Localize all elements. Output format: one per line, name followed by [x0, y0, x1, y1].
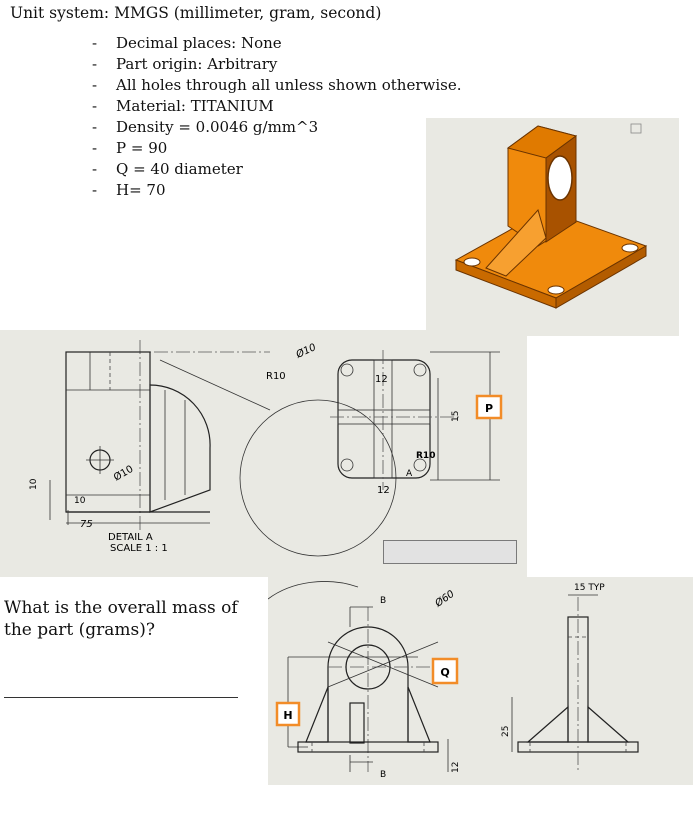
- label-b-top: B: [380, 596, 387, 606]
- dim-r10-right: R10: [416, 451, 436, 461]
- dim-15-typ: 15 TYP: [574, 583, 605, 593]
- label-b-bottom: B: [380, 770, 387, 780]
- label-h: H: [283, 709, 293, 722]
- dim-dia10-detail: Ø10: [112, 463, 136, 484]
- dim-10-vertical: 10: [29, 478, 39, 490]
- dim-10-horizontal: 10: [74, 496, 86, 506]
- dim-12-top: 12: [375, 374, 388, 385]
- drawing-bottom: [268, 577, 693, 785]
- spec-h: - H= 70: [92, 180, 461, 201]
- dim-75: 75: [80, 519, 93, 530]
- question-text: What is the overall mass of the part (grams)?: [4, 598, 238, 640]
- label-p: P: [484, 402, 494, 415]
- spec-density: - Density = 0.0046 g/mm^3: [92, 117, 461, 138]
- view-icon: [631, 124, 641, 133]
- detail-scale: SCALE 1 : 1: [110, 543, 168, 554]
- page-title: Unit system: MMGS (millimeter, gram, second): [10, 4, 382, 22]
- spec-holes: - All holes through all unless shown otherwise.: [92, 75, 461, 96]
- spec-decimal-places: - Decimal places: None: [92, 33, 461, 54]
- dim-dia60: Ø60: [433, 588, 457, 610]
- drawing-bottom-panel: [268, 577, 693, 785]
- dim-25: 25: [501, 725, 511, 737]
- spec-q: - Q = 40 diameter: [92, 159, 461, 180]
- label-a: A: [406, 469, 413, 479]
- answer-line[interactable]: [4, 697, 238, 698]
- dim-12-bottom: 12: [377, 485, 390, 496]
- detail-title: DETAIL A: [108, 532, 153, 543]
- isometric-view: [426, 118, 679, 336]
- label-q: Q: [440, 666, 450, 679]
- spec-material: - Material: TITANIUM: [92, 96, 461, 117]
- dim-r10-left: R10: [266, 371, 286, 382]
- spec-list: [92, 33, 461, 201]
- spec-part-origin: - Part origin: Arbitrary: [92, 54, 461, 75]
- dim-dia10-top: Ø10: [294, 342, 318, 361]
- spec-p: - P = 90: [92, 138, 461, 159]
- answer-field-box[interactable]: [383, 540, 517, 564]
- dim-12: 12: [451, 761, 461, 773]
- isometric-part-image: [426, 118, 679, 336]
- dim-15: 15: [451, 410, 461, 422]
